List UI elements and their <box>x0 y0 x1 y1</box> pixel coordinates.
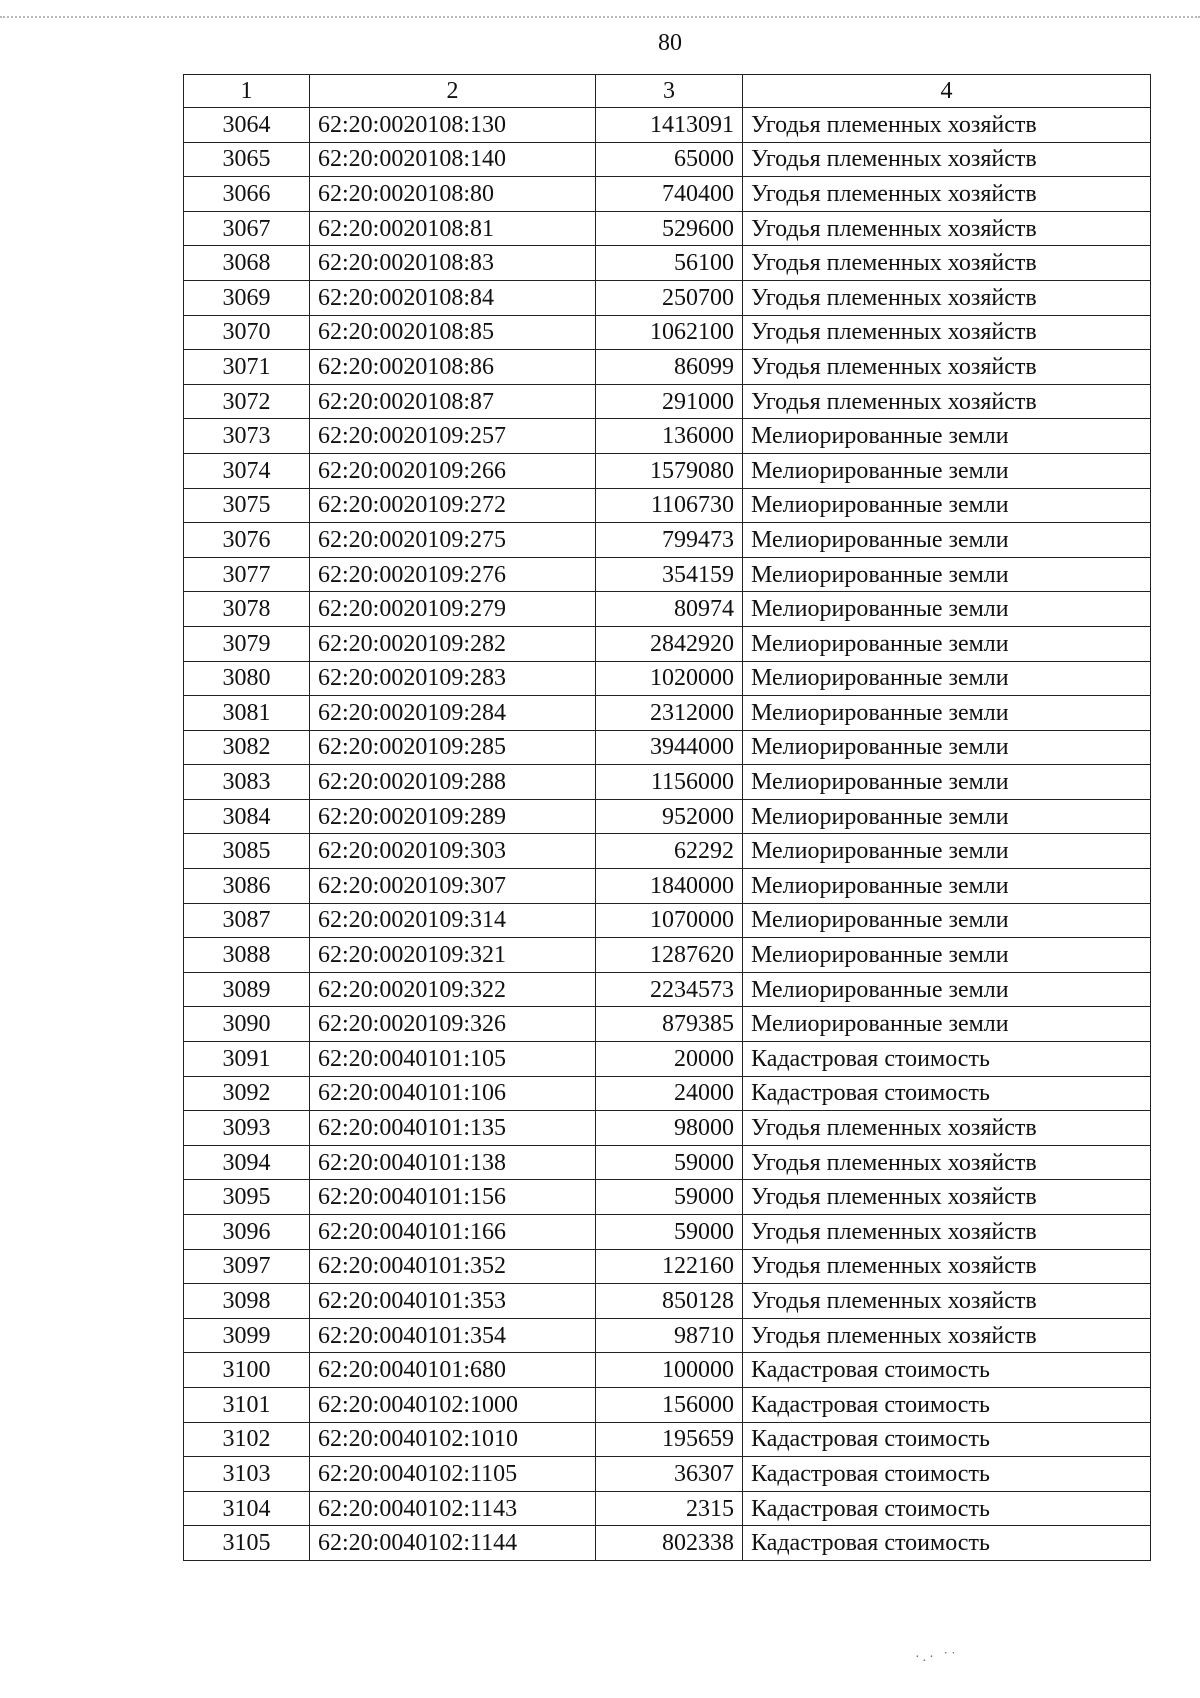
area-cell: 1840000 <box>596 869 743 904</box>
cadastral-number-cell: 62:20:0020108:81 <box>310 211 596 246</box>
row-number-cell: 3084 <box>184 799 310 834</box>
table-header-row <box>184 75 1151 108</box>
cadastral-number-cell: 62:20:0020108:83 <box>310 246 596 281</box>
land-category-cell: Мелиорированные земли <box>743 523 1151 558</box>
land-category-cell: Мелиорированные земли <box>743 661 1151 696</box>
table-row <box>184 1215 1151 1250</box>
land-category-cell: Мелиорированные земли <box>743 903 1151 938</box>
table-row <box>184 1284 1151 1319</box>
cadastral-number-cell: 62:20:0020109:283 <box>310 661 596 696</box>
row-number-cell: 3089 <box>184 972 310 1007</box>
cadastral-number-cell: 62:20:0020109:326 <box>310 1007 596 1042</box>
cadastral-number-cell: 62:20:0020108:80 <box>310 177 596 212</box>
land-category-cell: Мелиорированные земли <box>743 592 1151 627</box>
area-cell: 1106730 <box>596 488 743 523</box>
cadastral-number-cell: 62:20:0020109:275 <box>310 523 596 558</box>
cadastral-number-cell: 62:20:0020109:279 <box>310 592 596 627</box>
row-number-cell: 3090 <box>184 1007 310 1042</box>
land-category-cell: Угодья племенных хозяйств <box>743 384 1151 419</box>
land-category-cell: Мелиорированные земли <box>743 938 1151 973</box>
land-category-cell: Кадастровая стоимость <box>743 1042 1151 1077</box>
area-cell: 354159 <box>596 557 743 592</box>
row-number-cell: 3075 <box>184 488 310 523</box>
table-row <box>184 1526 1151 1561</box>
land-category-cell: Мелиорированные земли <box>743 1007 1151 1042</box>
land-category-cell: Мелиорированные земли <box>743 696 1151 731</box>
area-cell: 2842920 <box>596 626 743 661</box>
row-number-cell: 3074 <box>184 453 310 488</box>
cadastral-number-cell: 62:20:0020109:307 <box>310 869 596 904</box>
land-category-cell: Угодья племенных хозяйств <box>743 142 1151 177</box>
table-row <box>184 419 1151 454</box>
column-header-3: 3 <box>596 75 743 108</box>
table-row <box>184 1422 1151 1457</box>
area-cell: 98710 <box>596 1318 743 1353</box>
table-row <box>184 972 1151 1007</box>
table-row <box>184 1387 1151 1422</box>
land-category-cell: Угодья племенных хозяйств <box>743 211 1151 246</box>
area-cell: 86099 <box>596 350 743 385</box>
row-number-cell: 3094 <box>184 1145 310 1180</box>
table-row <box>184 730 1151 765</box>
table-row <box>184 280 1151 315</box>
land-category-cell: Мелиорированные земли <box>743 869 1151 904</box>
column-header-4: 4 <box>743 75 1151 108</box>
area-cell: 1062100 <box>596 315 743 350</box>
land-registry-table <box>183 74 1151 1561</box>
row-number-cell: 3088 <box>184 938 310 973</box>
land-category-cell: Мелиорированные земли <box>743 626 1151 661</box>
cadastral-number-cell: 62:20:0020108:87 <box>310 384 596 419</box>
row-number-cell: 3096 <box>184 1215 310 1250</box>
land-category-cell: Мелиорированные земли <box>743 799 1151 834</box>
land-category-cell: Угодья племенных хозяйств <box>743 280 1151 315</box>
row-number-cell: 3097 <box>184 1249 310 1284</box>
row-number-cell: 3068 <box>184 246 310 281</box>
row-number-cell: 3077 <box>184 557 310 592</box>
area-cell: 20000 <box>596 1042 743 1077</box>
area-cell: 3944000 <box>596 730 743 765</box>
table-row <box>184 1007 1151 1042</box>
row-number-cell: 3105 <box>184 1526 310 1561</box>
table-row <box>184 799 1151 834</box>
land-category-cell: Угодья племенных хозяйств <box>743 177 1151 212</box>
table-row <box>184 1491 1151 1526</box>
cadastral-number-cell: 62:20:0020109:321 <box>310 938 596 973</box>
cadastral-number-cell: 62:20:0040101:166 <box>310 1215 596 1250</box>
row-number-cell: 3067 <box>184 211 310 246</box>
table-row <box>184 626 1151 661</box>
land-category-cell: Кадастровая стоимость <box>743 1457 1151 1492</box>
row-number-cell: 3103 <box>184 1457 310 1492</box>
land-category-cell: Угодья племенных хозяйств <box>743 1215 1151 1250</box>
row-number-cell: 3073 <box>184 419 310 454</box>
table-row <box>184 1249 1151 1284</box>
table-row <box>184 1076 1151 1111</box>
table-row <box>184 661 1151 696</box>
table-row <box>184 1111 1151 1146</box>
scan-smudge-artifact: ·.· ˙˙ <box>915 1650 959 1665</box>
area-cell: 952000 <box>596 799 743 834</box>
cadastral-number-cell: 62:20:0020108:130 <box>310 108 596 143</box>
area-cell: 1287620 <box>596 938 743 973</box>
area-cell: 24000 <box>596 1076 743 1111</box>
land-category-cell: Кадастровая стоимость <box>743 1526 1151 1561</box>
row-number-cell: 3069 <box>184 280 310 315</box>
area-cell: 529600 <box>596 211 743 246</box>
table-row <box>184 384 1151 419</box>
land-category-cell: Угодья племенных хозяйств <box>743 1180 1151 1215</box>
table-row <box>184 938 1151 973</box>
cadastral-number-cell: 62:20:0020109:289 <box>310 799 596 834</box>
land-category-cell: Мелиорированные земли <box>743 488 1151 523</box>
cadastral-number-cell: 62:20:0040102:1144 <box>310 1526 596 1561</box>
table-row <box>184 557 1151 592</box>
land-category-cell: Угодья племенных хозяйств <box>743 1145 1151 1180</box>
table-row <box>184 834 1151 869</box>
land-category-cell: Угодья племенных хозяйств <box>743 108 1151 143</box>
land-category-cell: Угодья племенных хозяйств <box>743 1111 1151 1146</box>
land-category-cell: Мелиорированные земли <box>743 557 1151 592</box>
cadastral-number-cell: 62:20:0040102:1010 <box>310 1422 596 1457</box>
table-row <box>184 869 1151 904</box>
area-cell: 850128 <box>596 1284 743 1319</box>
row-number-cell: 3098 <box>184 1284 310 1319</box>
cadastral-number-cell: 62:20:0020109:303 <box>310 834 596 869</box>
row-number-cell: 3080 <box>184 661 310 696</box>
area-cell: 1413091 <box>596 108 743 143</box>
land-category-cell: Мелиорированные земли <box>743 765 1151 800</box>
table-row <box>184 696 1151 731</box>
cadastral-number-cell: 62:20:0040101:105 <box>310 1042 596 1077</box>
cadastral-number-cell: 62:20:0040102:1000 <box>310 1387 596 1422</box>
cadastral-number-cell: 62:20:0020109:257 <box>310 419 596 454</box>
cadastral-number-cell: 62:20:0020109:276 <box>310 557 596 592</box>
area-cell: 59000 <box>596 1215 743 1250</box>
area-cell: 2312000 <box>596 696 743 731</box>
table-body <box>184 108 1151 1561</box>
land-category-cell: Мелиорированные земли <box>743 972 1151 1007</box>
table-row <box>184 315 1151 350</box>
cadastral-number-cell: 62:20:0040102:1105 <box>310 1457 596 1492</box>
land-category-cell: Кадастровая стоимость <box>743 1387 1151 1422</box>
table-row <box>184 211 1151 246</box>
area-cell: 56100 <box>596 246 743 281</box>
cadastral-number-cell: 62:20:0040101:156 <box>310 1180 596 1215</box>
cadastral-number-cell: 62:20:0040101:352 <box>310 1249 596 1284</box>
area-cell: 1020000 <box>596 661 743 696</box>
area-cell: 799473 <box>596 523 743 558</box>
row-number-cell: 3095 <box>184 1180 310 1215</box>
land-category-cell: Кадастровая стоимость <box>743 1076 1151 1111</box>
area-cell: 879385 <box>596 1007 743 1042</box>
row-number-cell: 3070 <box>184 315 310 350</box>
table-row <box>184 1353 1151 1388</box>
area-cell: 62292 <box>596 834 743 869</box>
table-row <box>184 488 1151 523</box>
table-row <box>184 1318 1151 1353</box>
row-number-cell: 3066 <box>184 177 310 212</box>
land-category-cell: Кадастровая стоимость <box>743 1422 1151 1457</box>
table-row <box>184 350 1151 385</box>
table-row <box>184 246 1151 281</box>
cadastral-number-cell: 62:20:0020109:288 <box>310 765 596 800</box>
row-number-cell: 3101 <box>184 1387 310 1422</box>
cadastral-number-cell: 62:20:0020108:140 <box>310 142 596 177</box>
row-number-cell: 3064 <box>184 108 310 143</box>
row-number-cell: 3099 <box>184 1318 310 1353</box>
table-row <box>184 1180 1151 1215</box>
cadastral-number-cell: 62:20:0040101:354 <box>310 1318 596 1353</box>
area-cell: 80974 <box>596 592 743 627</box>
row-number-cell: 3079 <box>184 626 310 661</box>
land-category-cell: Угодья племенных хозяйств <box>743 315 1151 350</box>
cadastral-number-cell: 62:20:0020109:285 <box>310 730 596 765</box>
land-category-cell: Угодья племенных хозяйств <box>743 350 1151 385</box>
cadastral-number-cell: 62:20:0020109:282 <box>310 626 596 661</box>
area-cell: 136000 <box>596 419 743 454</box>
row-number-cell: 3072 <box>184 384 310 419</box>
row-number-cell: 3082 <box>184 730 310 765</box>
table-row <box>184 453 1151 488</box>
row-number-cell: 3104 <box>184 1491 310 1526</box>
area-cell: 65000 <box>596 142 743 177</box>
area-cell: 802338 <box>596 1526 743 1561</box>
row-number-cell: 3102 <box>184 1422 310 1457</box>
land-category-cell: Мелиорированные земли <box>743 453 1151 488</box>
row-number-cell: 3081 <box>184 696 310 731</box>
cadastral-number-cell: 62:20:0020109:272 <box>310 488 596 523</box>
column-header-2: 2 <box>310 75 596 108</box>
row-number-cell: 3086 <box>184 869 310 904</box>
row-number-cell: 3100 <box>184 1353 310 1388</box>
table-row <box>184 1145 1151 1180</box>
area-cell: 1579080 <box>596 453 743 488</box>
table-row <box>184 765 1151 800</box>
cadastral-number-cell: 62:20:0020109:322 <box>310 972 596 1007</box>
table-row <box>184 592 1151 627</box>
area-cell: 2315 <box>596 1491 743 1526</box>
land-category-cell: Угодья племенных хозяйств <box>743 1249 1151 1284</box>
row-number-cell: 3078 <box>184 592 310 627</box>
area-cell: 2234573 <box>596 972 743 1007</box>
table-row <box>184 1457 1151 1492</box>
cadastral-number-cell: 62:20:0020108:86 <box>310 350 596 385</box>
land-category-cell: Угодья племенных хозяйств <box>743 246 1151 281</box>
land-category-cell: Кадастровая стоимость <box>743 1491 1151 1526</box>
cadastral-number-cell: 62:20:0040102:1143 <box>310 1491 596 1526</box>
row-number-cell: 3071 <box>184 350 310 385</box>
area-cell: 59000 <box>596 1145 743 1180</box>
table-row <box>184 142 1151 177</box>
cadastral-number-cell: 62:20:0020109:284 <box>310 696 596 731</box>
row-number-cell: 3087 <box>184 903 310 938</box>
area-cell: 1156000 <box>596 765 743 800</box>
cadastral-number-cell: 62:20:0020109:314 <box>310 903 596 938</box>
page-number: 80 <box>658 30 682 56</box>
area-cell: 98000 <box>596 1111 743 1146</box>
area-cell: 59000 <box>596 1180 743 1215</box>
row-number-cell: 3091 <box>184 1042 310 1077</box>
row-number-cell: 3083 <box>184 765 310 800</box>
table-row <box>184 523 1151 558</box>
column-header-1: 1 <box>184 75 310 108</box>
row-number-cell: 3092 <box>184 1076 310 1111</box>
table-row <box>184 108 1151 143</box>
row-number-cell: 3093 <box>184 1111 310 1146</box>
area-cell: 156000 <box>596 1387 743 1422</box>
land-category-cell: Мелиорированные земли <box>743 419 1151 454</box>
area-cell: 740400 <box>596 177 743 212</box>
area-cell: 36307 <box>596 1457 743 1492</box>
area-cell: 100000 <box>596 1353 743 1388</box>
table-row <box>184 903 1151 938</box>
table-row <box>184 177 1151 212</box>
land-category-cell: Мелиорированные земли <box>743 730 1151 765</box>
area-cell: 250700 <box>596 280 743 315</box>
area-cell: 195659 <box>596 1422 743 1457</box>
cadastral-number-cell: 62:20:0040101:353 <box>310 1284 596 1319</box>
land-category-cell: Угодья племенных хозяйств <box>743 1318 1151 1353</box>
land-category-cell: Мелиорированные земли <box>743 834 1151 869</box>
table-row <box>184 1042 1151 1077</box>
row-number-cell: 3076 <box>184 523 310 558</box>
area-cell: 1070000 <box>596 903 743 938</box>
cadastral-number-cell: 62:20:0020109:266 <box>310 453 596 488</box>
cadastral-number-cell: 62:20:0040101:106 <box>310 1076 596 1111</box>
cadastral-number-cell: 62:20:0040101:138 <box>310 1145 596 1180</box>
area-cell: 291000 <box>596 384 743 419</box>
cadastral-number-cell: 62:20:0020108:84 <box>310 280 596 315</box>
row-number-cell: 3065 <box>184 142 310 177</box>
area-cell: 122160 <box>596 1249 743 1284</box>
land-category-cell: Угодья племенных хозяйств <box>743 1284 1151 1319</box>
cadastral-number-cell: 62:20:0040101:680 <box>310 1353 596 1388</box>
row-number-cell: 3085 <box>184 834 310 869</box>
land-category-cell: Кадастровая стоимость <box>743 1353 1151 1388</box>
cadastral-number-cell: 62:20:0040101:135 <box>310 1111 596 1146</box>
scan-edge-artifact <box>0 16 1200 18</box>
cadastral-number-cell: 62:20:0020108:85 <box>310 315 596 350</box>
